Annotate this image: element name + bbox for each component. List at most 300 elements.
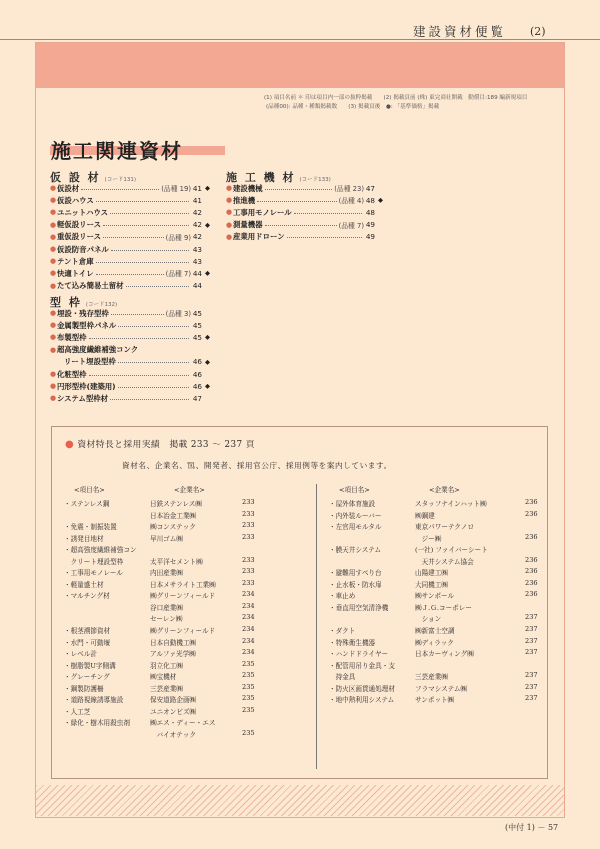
feature-item-name: ・グレーチング <box>64 673 110 682</box>
feature-company: 日本メサライト工業㈱ <box>150 580 216 589</box>
bullet-icon: ● <box>50 232 57 241</box>
feature-item-name: ・内外装ルーバー <box>329 511 382 520</box>
item-name: 推進機 <box>233 195 256 205</box>
feature-item-name: ・垂直用空気清浄機 <box>329 603 389 612</box>
item-variety-count: (品種 7) <box>338 221 364 230</box>
feature-company: セーレン㈱ <box>150 615 183 624</box>
feature-row[interactable] <box>64 567 296 579</box>
index-list <box>50 307 210 405</box>
feature-company: フラマシステム㈱ <box>415 684 468 693</box>
feature-item-name: ・配管用吊り金具・支 <box>329 661 395 670</box>
index-item[interactable] <box>50 331 210 343</box>
feature-row[interactable] <box>64 625 296 637</box>
feature-company: ㈱新富士空調 <box>415 627 455 636</box>
feature-company: ㈱コンステック <box>150 523 196 532</box>
index-list <box>50 182 210 292</box>
bullet-icon: ● <box>50 345 57 354</box>
feature-page: 236 <box>525 532 538 541</box>
index-item[interactable] <box>50 392 210 404</box>
item-col-header: <項目名> <box>339 486 370 494</box>
feature-page: 236 <box>525 498 538 506</box>
feature-page: 233 <box>242 521 255 530</box>
feature-company: 三芸産業㈱ <box>150 684 183 693</box>
feature-row[interactable] <box>329 498 539 510</box>
page-number: (中付 1) － 57 <box>505 823 559 832</box>
feature-row[interactable] <box>329 694 539 706</box>
feature-item-name: ・樹脂製U字側溝 <box>64 661 116 670</box>
feature-row[interactable] <box>64 706 296 718</box>
index-item[interactable] <box>50 280 210 292</box>
bullet-icon: ● <box>50 394 57 403</box>
column-divider <box>316 484 317 769</box>
section-title: 施 工 機 材 <box>226 171 296 184</box>
index-item[interactable] <box>50 255 210 267</box>
index-item[interactable] <box>50 231 210 243</box>
price-mark-icon: ◆ <box>205 220 210 229</box>
bullet-icon: ● <box>50 245 57 254</box>
index-item[interactable] <box>50 206 210 218</box>
index-list <box>226 182 383 243</box>
dot-leader <box>265 189 333 190</box>
item-name: 化粧型枠 <box>57 369 87 379</box>
dot-leader <box>89 375 189 376</box>
item-page: 41 <box>192 183 202 193</box>
feature-company: 谷口産業㈱ <box>150 603 183 612</box>
item-page: 42 <box>192 207 202 217</box>
feature-item-name: ・鋼製防護柵 <box>64 684 104 693</box>
feature-row[interactable] <box>329 590 539 602</box>
dot-leader <box>126 286 189 287</box>
item-name: 測量機器 <box>233 220 263 230</box>
price-mark-icon: ◆ <box>378 196 383 205</box>
item-name: 円形型枠(建築用) <box>57 381 116 391</box>
feature-row[interactable] <box>329 602 539 614</box>
feature-row[interactable] <box>329 567 539 579</box>
feature-item-name: ・避難用すべり台 <box>329 569 382 578</box>
feature-row[interactable] <box>64 579 296 591</box>
feature-page: 237 <box>525 694 538 703</box>
item-name: 仮設ハウス <box>57 195 94 205</box>
column-headers <box>64 484 296 498</box>
feature-row[interactable] <box>64 521 296 533</box>
legend-line-2: (品種00): 品種・種類掲載数 (3) 掲載頁後 ●: 「基準価格」掲載 <box>266 104 440 110</box>
feature-page: 237 <box>525 636 538 645</box>
feature-page: 235 <box>242 659 255 668</box>
feature-row[interactable] <box>64 590 296 602</box>
feature-row[interactable] <box>64 602 296 614</box>
feature-item-name: ・ステンレス鋼 <box>64 500 110 508</box>
feature-item-name: ・防火区画貫通処理材 <box>329 684 395 693</box>
section-code: (コード133) <box>299 177 331 183</box>
bullet-icon: ● <box>226 196 233 205</box>
bullet-icon: ● <box>50 208 57 217</box>
bullet-icon: ● <box>226 184 233 193</box>
feature-item-name: ・根茎溯節資材 <box>64 627 111 636</box>
feature-row[interactable] <box>64 694 296 706</box>
item-name: 埋設・残存型枠 <box>57 308 109 318</box>
item-name: 重仮設リース <box>57 232 101 242</box>
dot-leader <box>110 399 189 400</box>
feature-page: 234 <box>242 590 255 599</box>
index-item[interactable] <box>226 219 383 231</box>
feature-company: ション <box>415 615 442 624</box>
feature-company: 日本カーヴィング㈱ <box>415 650 474 659</box>
feature-page: 235 <box>242 671 255 680</box>
feature-company: ㈱グリーンフィールド <box>150 592 216 601</box>
item-page: 45 <box>192 332 202 342</box>
item-name: リート埋設型枠 <box>64 357 116 367</box>
dot-leader <box>111 314 164 315</box>
feature-company: (一社) ファイバーシート <box>415 546 488 555</box>
index-item[interactable] <box>50 368 210 380</box>
feature-page: 237 <box>525 613 538 622</box>
feature-row[interactable] <box>64 556 296 568</box>
feature-row[interactable] <box>64 510 296 522</box>
feature-page: 234 <box>242 636 255 645</box>
feature-company: サンポット㈱ <box>415 696 455 705</box>
feature-item-name: ・マルチング材 <box>64 592 110 601</box>
price-mark-icon: ◆ <box>205 333 210 342</box>
feature-row[interactable] <box>64 498 296 510</box>
dot-leader <box>103 237 164 238</box>
item-name: 超高強度繊維補強コンク <box>57 345 139 355</box>
bullet-dot-icon: ● <box>65 439 75 450</box>
dot-leader <box>287 237 362 238</box>
item-page: 46 <box>192 369 202 379</box>
left-column <box>64 484 296 740</box>
content-frame <box>35 42 565 818</box>
item-page: 49 <box>365 232 375 242</box>
item-name: テント倉庫 <box>57 256 94 266</box>
feature-page: 235 <box>242 682 255 691</box>
feature-company: ㈱Ｊ.Ｇ.コーポレー <box>415 603 472 612</box>
item-name: 布製型枠 <box>57 332 87 342</box>
features-box <box>51 426 548 779</box>
feature-item-name: ・道路視線誘導施設 <box>64 696 124 705</box>
feature-row[interactable] <box>64 544 296 556</box>
index-item[interactable] <box>50 319 210 331</box>
feature-company: ㈱宝機材 <box>150 673 177 682</box>
section-katawaku <box>50 291 210 405</box>
feature-page: 236 <box>525 590 538 599</box>
item-name: 快適トイレ <box>57 268 94 278</box>
item-variety-count: (品種 23) <box>334 185 364 194</box>
section-kikai <box>226 166 383 243</box>
dot-leader <box>111 250 189 251</box>
bullet-icon: ● <box>50 309 57 318</box>
feature-company: ㈱鋼建 <box>415 511 435 520</box>
feature-company: 山陽建工㈱ <box>415 569 448 578</box>
bullet-icon: ● <box>226 208 233 217</box>
item-page: 41 <box>192 195 202 205</box>
item-name: システム型枠材 <box>57 393 108 403</box>
feature-company: 早川ゴム㈱ <box>150 534 183 543</box>
feature-company: 太平洋セメント㈱ <box>150 557 203 566</box>
bullet-icon: ● <box>226 232 233 241</box>
feature-page: 237 <box>525 682 538 691</box>
dot-leader <box>110 213 189 214</box>
dot-leader <box>118 326 189 327</box>
bullet-icon: ● <box>50 196 57 205</box>
box-title: ● 資材特長と採用実績 掲載 233 ～ 237 頁 <box>65 439 255 450</box>
item-page: 46 <box>192 381 202 391</box>
bullet-icon: ● <box>50 321 57 330</box>
feature-item-name: ・免震・制振装置 <box>64 523 117 532</box>
price-mark-icon: ◆ <box>205 357 210 366</box>
feature-item-name: ・特殊衛生機器 <box>329 638 376 647</box>
feature-item-name: ・工事用モノレール <box>64 569 123 578</box>
bullet-icon: ● <box>50 333 57 342</box>
item-col-header: <項目名> <box>74 486 105 494</box>
feature-item-name: ・レベル計 <box>64 650 97 659</box>
dot-leader <box>103 225 189 226</box>
item-page: 48 <box>365 207 375 217</box>
index-item[interactable] <box>50 243 210 255</box>
item-page: 46 <box>192 357 202 367</box>
feature-company: ㈱エス・ディー・エス <box>150 719 216 728</box>
dot-leader <box>118 362 189 363</box>
index-item[interactable] <box>50 356 210 368</box>
feature-row[interactable] <box>64 648 296 660</box>
feature-item-name: ・地中熱利用システム <box>329 696 395 705</box>
item-page: 48 <box>365 195 375 205</box>
feature-company: ユニオンビズ㈱ <box>150 707 197 716</box>
feature-page: 236 <box>525 567 538 576</box>
feature-item-name: ・ハンドドライヤー <box>329 650 389 659</box>
feature-row[interactable] <box>329 544 539 556</box>
feature-row[interactable] <box>329 637 539 649</box>
feature-row[interactable] <box>64 660 296 672</box>
index-item[interactable] <box>50 267 210 279</box>
dot-leader <box>81 189 159 190</box>
feature-item-name: ・膜天井システム <box>329 546 382 555</box>
dot-leader <box>89 338 189 339</box>
section-title: 型 枠 <box>50 296 82 309</box>
item-name: 建設機械 <box>233 183 263 193</box>
feature-row[interactable] <box>329 613 539 625</box>
dot-leader <box>96 201 189 202</box>
bullet-icon: ● <box>50 370 57 379</box>
item-page: 49 <box>365 220 375 230</box>
section-kasetsu <box>50 166 210 292</box>
feature-item-name: 持金具 <box>329 673 356 682</box>
right-column <box>329 484 539 706</box>
feature-row[interactable] <box>329 671 539 683</box>
feature-item-name: ・ダクト <box>329 627 356 636</box>
feature-page: 236 <box>525 578 538 587</box>
price-mark-icon: ◆ <box>205 269 210 278</box>
index-item[interactable] <box>50 344 210 356</box>
item-page: 44 <box>192 281 202 291</box>
feature-row[interactable] <box>64 683 296 695</box>
feature-page: 233 <box>242 498 255 506</box>
index-item[interactable] <box>50 194 210 206</box>
feature-page: 233 <box>242 578 255 587</box>
feature-row[interactable] <box>329 510 539 522</box>
feature-rows <box>64 498 296 740</box>
feature-page: 235 <box>242 728 255 737</box>
feature-company: ㈱ディラック <box>415 638 454 647</box>
item-name: ユニットハウス <box>57 207 109 217</box>
feature-page: 236 <box>525 509 538 518</box>
section-code: (コード132) <box>85 302 118 308</box>
column-headers <box>329 484 539 498</box>
feature-item-name: ・止水板・防水扉 <box>329 580 382 589</box>
item-page: 42 <box>192 220 202 230</box>
item-name: 軽仮設リース <box>57 220 101 230</box>
feature-company: 大同機工㈱ <box>415 580 448 589</box>
feature-row[interactable] <box>329 579 539 591</box>
index-item[interactable] <box>226 194 383 206</box>
section-heading <box>226 166 383 184</box>
page-title: 施工関連資材 <box>51 139 183 163</box>
item-variety-count: (品種 3) <box>165 310 191 319</box>
feature-company: 三芸産業㈱ <box>415 673 448 682</box>
feature-row[interactable] <box>64 637 296 649</box>
item-name: 仮設材 <box>57 183 80 193</box>
top-band <box>36 43 564 88</box>
feature-row[interactable] <box>329 533 539 545</box>
item-name: たて込み簡易土留材 <box>57 281 124 291</box>
feature-row[interactable] <box>329 625 539 637</box>
index-item[interactable] <box>226 231 383 243</box>
item-name: 工事用モノレール <box>233 207 292 217</box>
section-code: (コード131) <box>104 177 136 183</box>
header-page-label: (2) <box>530 25 546 38</box>
bullet-icon: ● <box>50 257 57 266</box>
feature-company: ジー㈱ <box>415 534 442 543</box>
feature-company: 保安道路企画㈱ <box>150 696 197 705</box>
feature-page: 234 <box>242 648 255 657</box>
dot-leader <box>257 201 336 202</box>
feature-page: 234 <box>242 625 255 634</box>
feature-page: 237 <box>525 648 538 657</box>
feature-row[interactable] <box>64 729 296 741</box>
dot-leader <box>294 213 362 214</box>
item-page: 43 <box>192 244 202 254</box>
item-page: 43 <box>192 256 202 266</box>
bullet-icon: ● <box>50 269 57 278</box>
dot-leader <box>96 274 164 275</box>
index-item[interactable] <box>226 206 383 218</box>
feature-row[interactable] <box>329 556 539 568</box>
index-item[interactable] <box>50 380 210 392</box>
dot-leader <box>96 262 189 263</box>
price-mark-icon: ◆ <box>205 184 210 193</box>
feature-company: 東京パワーテクノロ <box>415 523 474 532</box>
feature-item-name: ・軽量盛土材 <box>64 580 104 589</box>
box-subtitle: 資材名、企業名、℡、開発者、採用官公庁、採用例等を案内しています。 <box>122 461 392 470</box>
feature-page: 234 <box>242 613 255 622</box>
feature-row[interactable] <box>64 671 296 683</box>
hatched-footer-band <box>36 785 564 816</box>
feature-page: 235 <box>242 705 255 714</box>
bullet-icon: ● <box>50 281 57 290</box>
section-title: 仮 設 材 <box>50 171 101 184</box>
feature-company: 日本自動機工㈱ <box>150 638 197 647</box>
feature-row[interactable] <box>329 648 539 660</box>
page-header <box>0 0 600 40</box>
feature-item-name: ・屋外体育施設 <box>329 500 376 508</box>
feature-item-name: ・誘発目地材 <box>64 534 104 543</box>
feature-company: 羽立化工㈱ <box>150 661 183 670</box>
feature-page: 234 <box>242 601 255 610</box>
feature-item-name: ・超高強度繊維補強コン <box>64 546 137 555</box>
feature-rows <box>329 498 539 706</box>
feature-item-name: クリート埋設型枠 <box>64 557 124 566</box>
feature-page: 236 <box>525 555 538 564</box>
item-page: 47 <box>365 183 375 193</box>
feature-item-name: ・緑化・樹木用殺虫剤 <box>64 719 130 728</box>
section-heading <box>50 166 210 184</box>
item-name: 金属製型枠パネル <box>57 320 117 330</box>
feature-company: バイオテック <box>150 730 196 739</box>
feature-row[interactable] <box>64 613 296 625</box>
feature-page: 233 <box>242 532 255 541</box>
header-title: 建設資材便覧 <box>413 24 507 39</box>
index-item[interactable] <box>50 219 210 231</box>
feature-company: スタッフナインハット㈱ <box>415 500 487 508</box>
feature-page: 235 <box>242 694 255 703</box>
section-heading <box>50 291 210 309</box>
item-variety-count: (品種 19) <box>161 185 191 194</box>
company-col-header: <企業名> <box>429 486 460 494</box>
feature-company: 天井システム協会 <box>415 557 474 566</box>
item-name: 産業用ドローン <box>233 232 285 242</box>
feature-item-name: ・左官用モルタル <box>329 523 382 532</box>
dot-leader <box>118 387 190 388</box>
feature-company: ㈱グリーンフィールド <box>150 627 216 636</box>
feature-page: 233 <box>242 555 255 564</box>
item-page: 45 <box>192 320 202 330</box>
item-page: 42 <box>192 232 202 242</box>
header-rule <box>0 39 600 40</box>
price-mark-icon: ◆ <box>205 382 210 391</box>
item-variety-count: (品種 9) <box>165 233 191 242</box>
feature-item-name: ・人工芝 <box>64 707 91 716</box>
feature-page: 233 <box>242 509 255 518</box>
bullet-icon: ● <box>50 382 57 391</box>
feature-company: アルファ光学㈱ <box>150 650 196 659</box>
item-page: 44 <box>192 268 202 278</box>
feature-company: 日本冶金工業㈱ <box>150 511 197 520</box>
feature-company: 日鉄ステンレス㈱ <box>150 500 202 508</box>
feature-item-name: ・水門・可動堰 <box>64 638 111 647</box>
dot-leader <box>265 225 337 226</box>
bullet-icon: ● <box>50 220 57 229</box>
feature-row[interactable] <box>64 533 296 545</box>
feature-company: ㈱サンポール <box>415 592 455 601</box>
feature-item-name: ・車止め <box>329 592 356 601</box>
item-variety-count: (品種 7) <box>165 270 191 279</box>
legend-line-1: (1) 項目名前 ＊ 印は項目内一部の抜粋掲載 (2) 掲載頁前 (株) 東完商社開載 動償目:189 編新規項目 <box>264 95 528 101</box>
company-col-header: <企業名> <box>174 486 205 494</box>
item-page: 47 <box>192 393 202 403</box>
feature-row[interactable] <box>329 660 539 672</box>
feature-page: 237 <box>525 671 538 680</box>
feature-page: 233 <box>242 567 255 576</box>
item-page: 45 <box>192 308 202 318</box>
feature-company: 内田産業㈱ <box>150 569 183 578</box>
feature-row[interactable] <box>329 521 539 533</box>
feature-row[interactable] <box>329 683 539 695</box>
item-name: 仮設防音パネル <box>57 244 109 254</box>
bullet-icon: ● <box>226 220 233 229</box>
feature-page: 237 <box>525 625 538 634</box>
bullet-icon: ● <box>50 184 57 193</box>
item-variety-count: (品種 4) <box>338 197 364 206</box>
feature-row[interactable] <box>64 717 296 729</box>
